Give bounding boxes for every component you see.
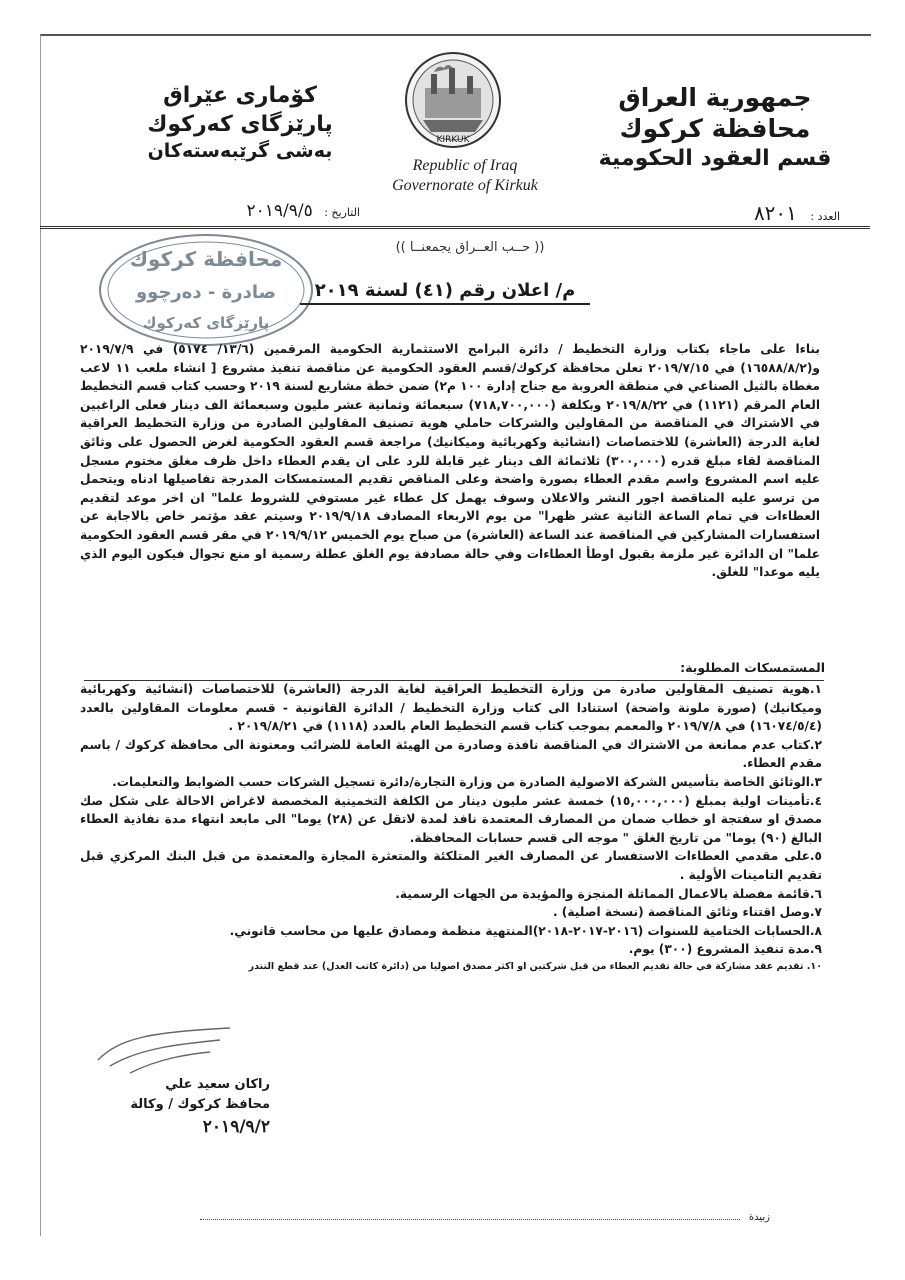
- english-governorate: Governorate of Kirkuk: [392, 177, 538, 194]
- requirement-item: ٩.مدة تنفيذ المشروع (٣٠٠) يوم.: [628, 942, 822, 957]
- date-value: ٢٠١٩/٩/٥: [246, 201, 313, 221]
- requirement-item: ٣.الوثائق الخاصة بتأسيس الشركة الاصولية الصادرة من وزارة التجارة/دائرة تسجيل الشركات حسب الضوابط والتعليمات.: [112, 774, 822, 789]
- signatory-date: ٢٠١٩/٩/٢: [202, 1117, 270, 1137]
- requirement-item: ٨.الحسابات الختامية للسنوات (٢٠١٦-٢٠١٧-٢٠١٨)المنتهية منظمة ومصادق عليها من محاسب قانوني.: [229, 923, 822, 938]
- number-label: العدد :: [810, 210, 840, 223]
- letterhead-governorate: محافظة كركوك: [619, 114, 811, 144]
- date-field: [100, 201, 360, 221]
- kurdish-letterhead: [110, 82, 370, 164]
- footer-dotted-line: [200, 1219, 740, 1220]
- announcement-body: بناءا على ماجاء بكتاب وزارة التخطيط / دائرة البرامج الاستثمارية الحكومية المرقمين (١٣/٦/ ٥١٧٤) في ٢٠١٩/٧/٩ و(١٦٥٨٨/٨/٢) في ٢٠١٩/٧/١٥ تعلن محافظة كركوك/قسم العقود الحكومية عن مناقصة تنفيذ مشروع [ انشاء ملعب ١١ لاعب مغطاة بالثيل الصناعي في منطقة العروبة مع جناح إدارة ١٠٠ م٢) ضمن خطة مشاريع لسنة ٢٠١٩ وحسب كتاب قسم التخطيط العام المرقم (١١٢١) في ٢٠١٩/٨/٢٢ وبكلفة (٧١٨,٧٠٠,٠٠٠) سبعمائة وثمانية عشر مليون وسبعمائة الف دينار فعلى الراغبين في الاشتراك في المناقصة من المقاولين والشركات حاملي هوية تصنيف المقاولين الصادرة من وزارة التخطيط العراقية لغاية الدرجة (العاشرة) للاختصاصات (انشائية وكهربائية وميكانيك) مراجعة قسم العقود الحكومية لغرض الحصول على وثائق المناقصة لقاء مبلغ قدره (٣٠٠,٠٠٠) ثلاثمائة الف دينار غير قابلة للرد على ان يقدم العطاء داخل ظرف مغلق مختوم مسجل عليه اسم المشروع واسم مقدم العطاء بصورة واضحة وعلى المناقص تقديم المستمسكات المدرجة تفاصيلها ادناه ويتحمل من ترسو عليه المناقصة اجور النشر والاعلان وسوف يهمل كل عطاء غير مستوفي للشروط علما" ان اخر موعد لتقديم العطاءات في تمام الساعة الثانية عشر ظهرا" من يوم الاربعاء المصادف ٢٠١٩/٩/١٨ وسيتم عقد مؤتمر خاص بالاجابة عن استفسارات المشاركين في المناقصة عند الساعة (العاشرة) من صباح يوم الخميس ٢٠١٩/٩/١٢ في مقر قسم العقود الحكومية علما" ان الدائرة غير ملزمة بقبول اوطأ العطاءات وفي حالة مصادفة يوم الغلق عطلة رسمية او منع تجوال فيكون اليوم الذي يليه موعدا" للغلق.: [80, 342, 821, 580]
- announcement-title: م/ اعلان رقم (٤١) لسنة ٢٠١٩: [300, 280, 590, 305]
- stamp-line-1: محافظة كركوك: [129, 247, 283, 271]
- kurdish-republic: كۆماری عێراق: [163, 83, 317, 108]
- number-value: ٨٢٠١: [753, 201, 797, 225]
- emblem-label: KIRKUK: [436, 135, 470, 145]
- letterhead-republic: جمهورية العراق: [618, 83, 812, 112]
- issued-stamp-icon: [96, 230, 316, 350]
- kurdish-governorate: پارێزگای كەركوك: [147, 111, 333, 137]
- english-republic: Republic of Iraq: [412, 157, 518, 174]
- requirement-item: ٢.كتاب عدم ممانعة من الاشتراك في المناقصة نافذة وصادرة من الهيئة العامة للضرائب ومعنونة الى محافظة كركوك / باسم مقدم العطاء.: [80, 737, 822, 771]
- stamp-line-2: صادرة - دەرچوو: [135, 282, 277, 303]
- header-divider: [40, 226, 870, 229]
- requirement-item: ٦.قائمة مفصلة بالاعمال المماثلة المنجزة والمؤيدة من الجهات الرسمية.: [395, 886, 822, 901]
- arabic-letterhead: [585, 82, 845, 172]
- footer-label: زبيدة: [748, 1212, 770, 1223]
- signatory-title: محافظ كركوك / وكالة: [130, 1097, 270, 1112]
- letterhead-department: قسم العقود الحكومية: [598, 145, 832, 171]
- kirkuk-emblem-icon: [403, 50, 503, 150]
- signatory-name: راكان سعيد علي: [165, 1077, 270, 1092]
- footer-note: [170, 1212, 770, 1223]
- requirement-item: ٤.تأمينات اولية بمبلغ (١٥,٠٠٠,٠٠٠) خمسة عشر مليون دينار من الكلفة التخمينية المخصصة لاغراض الاحالة على شكل صك مصدق او سفتجة او خطاب ضمان من المصارف المعتمدة نافذ لمدة لاتقل عن (٢٨) يوما" الى مابعد انتهاء مدة نفاذية العطاء البالغ (٩٠) يوما" من تاريخ الغلق " موجه الى قسم حسابات المحافظة.: [80, 793, 823, 845]
- motto: (( حــب العــراق يجمعنــا )): [395, 240, 545, 255]
- signature-icon: [90, 1018, 240, 1078]
- number-field: [680, 201, 840, 225]
- english-letterhead: [370, 156, 560, 196]
- signatory-block: [100, 1075, 270, 1137]
- requirement-item: ١٠. تقديم عقد مشاركة في حالة تقديم العطاء من قبل شركتين او اكثر مصدق اصوليا من (دائرة كاتب العدل) عند قطع التندر: [248, 960, 822, 972]
- requirement-item: ٧.وصل اقتناء وثائق المناقصة (نسخة اصلية) .: [552, 905, 822, 920]
- date-label: التاريخ :: [324, 206, 360, 219]
- requirements-title: المستمسكات المطلوبة:: [680, 660, 825, 675]
- requirement-item: ١.هوية تصنيف المقاولين صادرة من وزارة التخطيط العراقية لغاية الدرجة (العاشرة) للاختصاصات (انشائية وكهربائية وميكانيك) (صورة ملونة واضحة) استنادا الى كتاب وزارة التخطيط / الدائرة القانونية - قسم معلومات المقاولين بالعدد (١٦٠٧٤/٥/٤) في ٢٠١٩/٧/٨ والمعمم بموجب كتاب قسم التخطيط العام بالعدد (١١١٨) في ٢٠١٩/٨/٢١ .: [80, 682, 822, 734]
- requirements-list: [80, 680, 822, 974]
- requirement-item: ٥.على مقدمي العطاءات الاستفسار عن المصارف الغير المتلكئة والمتعثرة المجازة والمعتمدة من قبل البنك المركزي قبل تقديم التامينات الأولية .: [80, 849, 822, 882]
- stamp-line-3: پارێزگای كەركوك: [142, 314, 270, 332]
- kurdish-department: بەشی گرێبەستەكان: [147, 140, 333, 163]
